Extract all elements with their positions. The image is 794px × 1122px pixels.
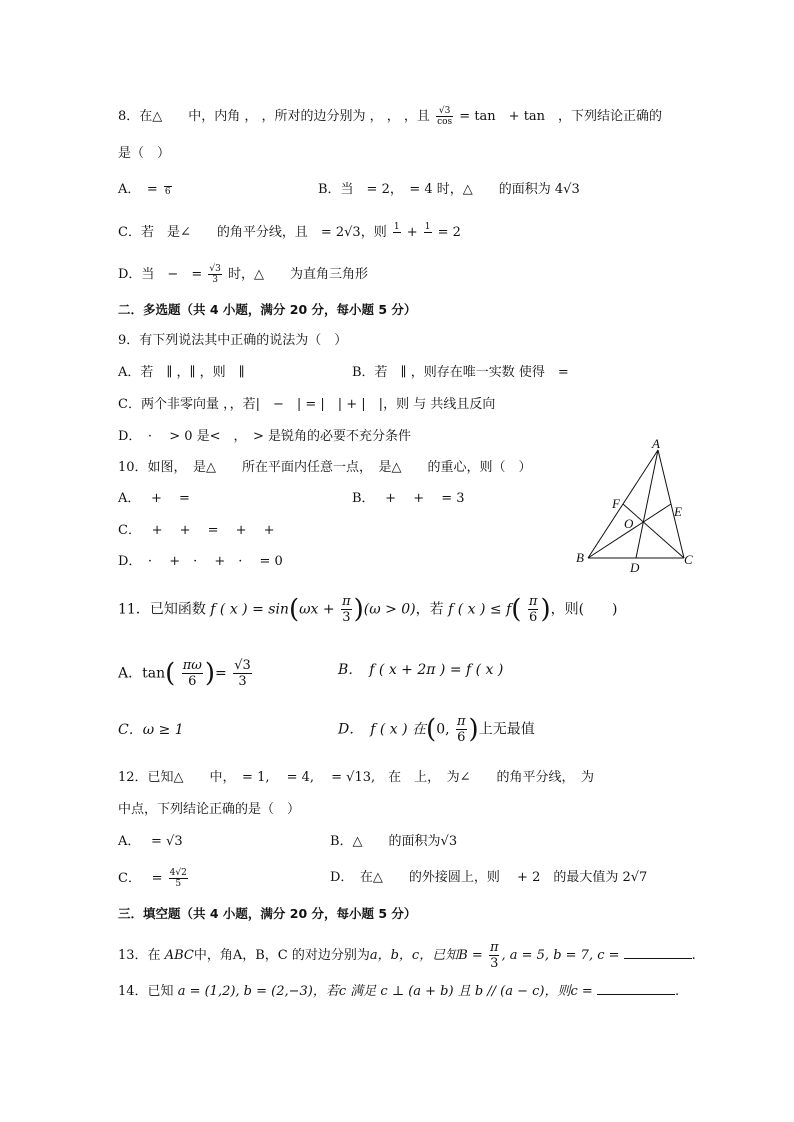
q13-frac: [489, 940, 500, 971]
q11-pi-over-3: [341, 594, 352, 625]
label-a: A: [652, 438, 660, 451]
q13-three: 3: [490, 956, 499, 971]
q12-option-c-num: 4√2: [169, 868, 187, 878]
section-2-header: 二．多选题（共 4 小题，满分 20 分，每小题 5 分）: [118, 302, 417, 317]
q11-option-d-tail: 上无最值: [478, 721, 535, 738]
q8-option-c-frac2: [424, 222, 432, 243]
q11-option-a-frac: [182, 658, 203, 689]
q14: [118, 982, 679, 1002]
q14-text-b: a = (1,2), b = (2,−3)，若: [177, 984, 339, 999]
q11-option-d-pi: π: [457, 714, 466, 729]
q11-stem-b: ，若: [415, 601, 444, 618]
q12-option-c-den: 5: [175, 879, 182, 889]
q8-option-d-den: 3: [212, 275, 218, 285]
q8-fraction: [436, 106, 453, 127]
q13-abc: ABC: [164, 948, 194, 963]
q11-stem-inner: ωx +: [299, 601, 335, 618]
q14-text-c: c 满足 c ⊥ (a + b) 且 b // (a − c)，则: [338, 984, 571, 999]
q11-option-a-tan: A．tan: [118, 665, 166, 682]
label-c: C: [684, 552, 693, 567]
label-e: E: [674, 504, 682, 519]
q13-pi: π: [489, 940, 499, 955]
q8-option-c: [118, 222, 461, 243]
q8-option-a-frac: [164, 182, 172, 197]
q8-line1: [118, 106, 662, 127]
q11-option-d: D． f ( x ) 在(0, $\frac{\pi}{6}$ )上无最值: [338, 714, 535, 745]
triangle-figure: [574, 438, 704, 574]
q9-option-c: C．两个非零向量 ，，若| − | = | | + | |，则 与 共线且反向: [118, 397, 496, 412]
q8-option-a: [118, 180, 174, 200]
q11-stem-c: ，则( ): [550, 601, 618, 618]
q8-option-a-den: 6: [164, 187, 171, 197]
section-3-header: 三．填空题（共 4 小题，满分 20 分，每小题 5 分）: [118, 906, 417, 921]
q11-option-a-rnum: √3: [234, 658, 251, 673]
q8-option-c-frac2-num: 1: [424, 222, 431, 232]
q8-option-d: [118, 264, 368, 285]
q8-frac-num: √3: [436, 106, 453, 117]
q12-option-b: B．△ 的面积为√3: [330, 834, 458, 849]
q11-stem-cond: (ω > 0): [363, 601, 416, 618]
q13-end: .: [691, 948, 696, 963]
q13-text-c: a，b，c，已知: [369, 948, 459, 963]
q11-option-b: B． f ( x + 2π ) = f ( x ): [338, 662, 504, 678]
q14-text-a: 14．已知: [118, 984, 174, 999]
q13-text-d: B =: [458, 948, 483, 963]
q8-option-b: B．当 = 2， = 4 时，△ 的面积为 4√3: [318, 182, 580, 197]
q13-text-e: , a = 5, b = 7, c =: [501, 948, 620, 963]
q10-option-b: B． + + = 3: [352, 491, 465, 506]
q11-stem-fx: f ( x ) = sin: [210, 601, 289, 618]
q11-pi-over-6: [528, 594, 539, 625]
q10-option-a: A． + =: [118, 491, 190, 506]
q13-answer-blank[interactable]: [624, 946, 692, 959]
q12-stem-line1: 12．已知△ 中， = 1, = 4, = √13, 在 上， 为∠ 的角平分线， 为: [118, 770, 595, 785]
q11-option-d-inner: 0,: [436, 721, 450, 738]
q13: [118, 940, 696, 971]
q8-option-c-eq: = 2: [437, 225, 461, 240]
q12-option-a: A． = √3: [118, 834, 183, 849]
label-f: F: [612, 496, 620, 511]
q14-end: .: [674, 984, 680, 999]
q8-option-a-text: A． =: [118, 182, 158, 197]
q12-stem-line2: 中点，下列结论正确的是（ ）: [118, 802, 301, 817]
label-o: O: [624, 516, 634, 531]
q11-option-d-text: D． f ( x ) 在: [338, 721, 427, 738]
q11-pi2: π: [528, 594, 538, 609]
q11-pi: π: [342, 594, 351, 609]
q12-option-d: D． 在△ 的外接圆上，则 + 2 的最大值为 2√7: [330, 870, 648, 885]
q8-option-d-text2: 时，△ 为直角三角形: [227, 267, 368, 282]
q11-option-d-frac: [456, 714, 467, 745]
q8-stem-b: = tan + tan ，下列结论正确的: [459, 109, 663, 124]
q8-option-d-num: √3: [209, 264, 221, 274]
q10-stem: 10．如图， 是△ 所在平面内任意一点， 是△ 的重心，则（ ）: [118, 460, 532, 475]
q10-option-c: C． + + = + +: [118, 523, 275, 538]
label-b: B: [576, 550, 584, 565]
q11-stem-ineq: f ( x ) ≤ f: [448, 601, 512, 618]
q11-option-a-eq: =: [215, 665, 227, 682]
q8-stem-a: 8．在△ 中，内角 ， ，所对的边分别为 ， ， ，且: [118, 109, 430, 124]
q14-text-d: c =: [570, 984, 593, 999]
q11-option-a-rden: 3: [238, 674, 247, 689]
q11-stem-a: 11．已知函数: [118, 601, 206, 618]
q12-option-c-text: C． =: [118, 871, 163, 886]
q11-six: 6: [529, 610, 538, 625]
q8-option-c-frac1: [393, 222, 401, 243]
median-be: [588, 504, 671, 558]
q13-text-b: 中，角A，B，C 的对边分别为: [193, 948, 370, 963]
q8-option-c-frac1-num: 1: [393, 222, 400, 232]
q11-option-a: A．tan( $\frac{\pi\omega}{6}$ )= $\frac{√3}{3}$: [118, 658, 251, 689]
label-d: D: [630, 560, 640, 574]
q11-option-a-rhs: [233, 658, 252, 689]
q12-option-c: [118, 868, 190, 889]
q8-frac-den: cos: [437, 117, 453, 127]
q8-option-d-frac: [208, 264, 221, 285]
q9-option-d: D． · > 0 是< ， > 是锐角的必要不充分条件: [118, 429, 412, 444]
q8-option-d-text: D．当 − =: [118, 267, 203, 282]
q8-option-c-plus: +: [406, 225, 418, 240]
q12-option-c-frac: [169, 868, 188, 889]
q10-option-d: D． · + · + · = 0: [118, 554, 283, 569]
q11-three: 3: [342, 610, 351, 625]
q9-option-a: A．若 ∥ ，∥ ，则 ∥: [118, 365, 245, 380]
q9-stem: 9．有下列说法其中正确的说法为（ ）: [118, 333, 348, 348]
q11-option-a-num: πω: [182, 658, 202, 673]
q11-option-c: C．ω ≥ 1: [118, 722, 184, 738]
q13-text-a: 13．在: [118, 948, 161, 963]
q11-option-d-six: 6: [457, 730, 466, 745]
q14-answer-blank[interactable]: [597, 982, 675, 995]
q9-option-b: B．若 ∥ ，则存在唯一实数 使得 =: [352, 365, 569, 380]
q11-stem: 11．已知函数 f ( x ) = sin(ωx + $\frac{\pi}{3}$ )(ω > 0)，若 f ( x ) ≤ f( $\frac{\pi}{6}$ )，则( ): [118, 594, 618, 625]
q8-line2: 是（ ）: [118, 146, 171, 161]
q11-option-a-den: 6: [188, 674, 197, 689]
q8-option-c-text: C．若 是∠ 的角平分线，且 = 2√3，则: [118, 225, 387, 240]
